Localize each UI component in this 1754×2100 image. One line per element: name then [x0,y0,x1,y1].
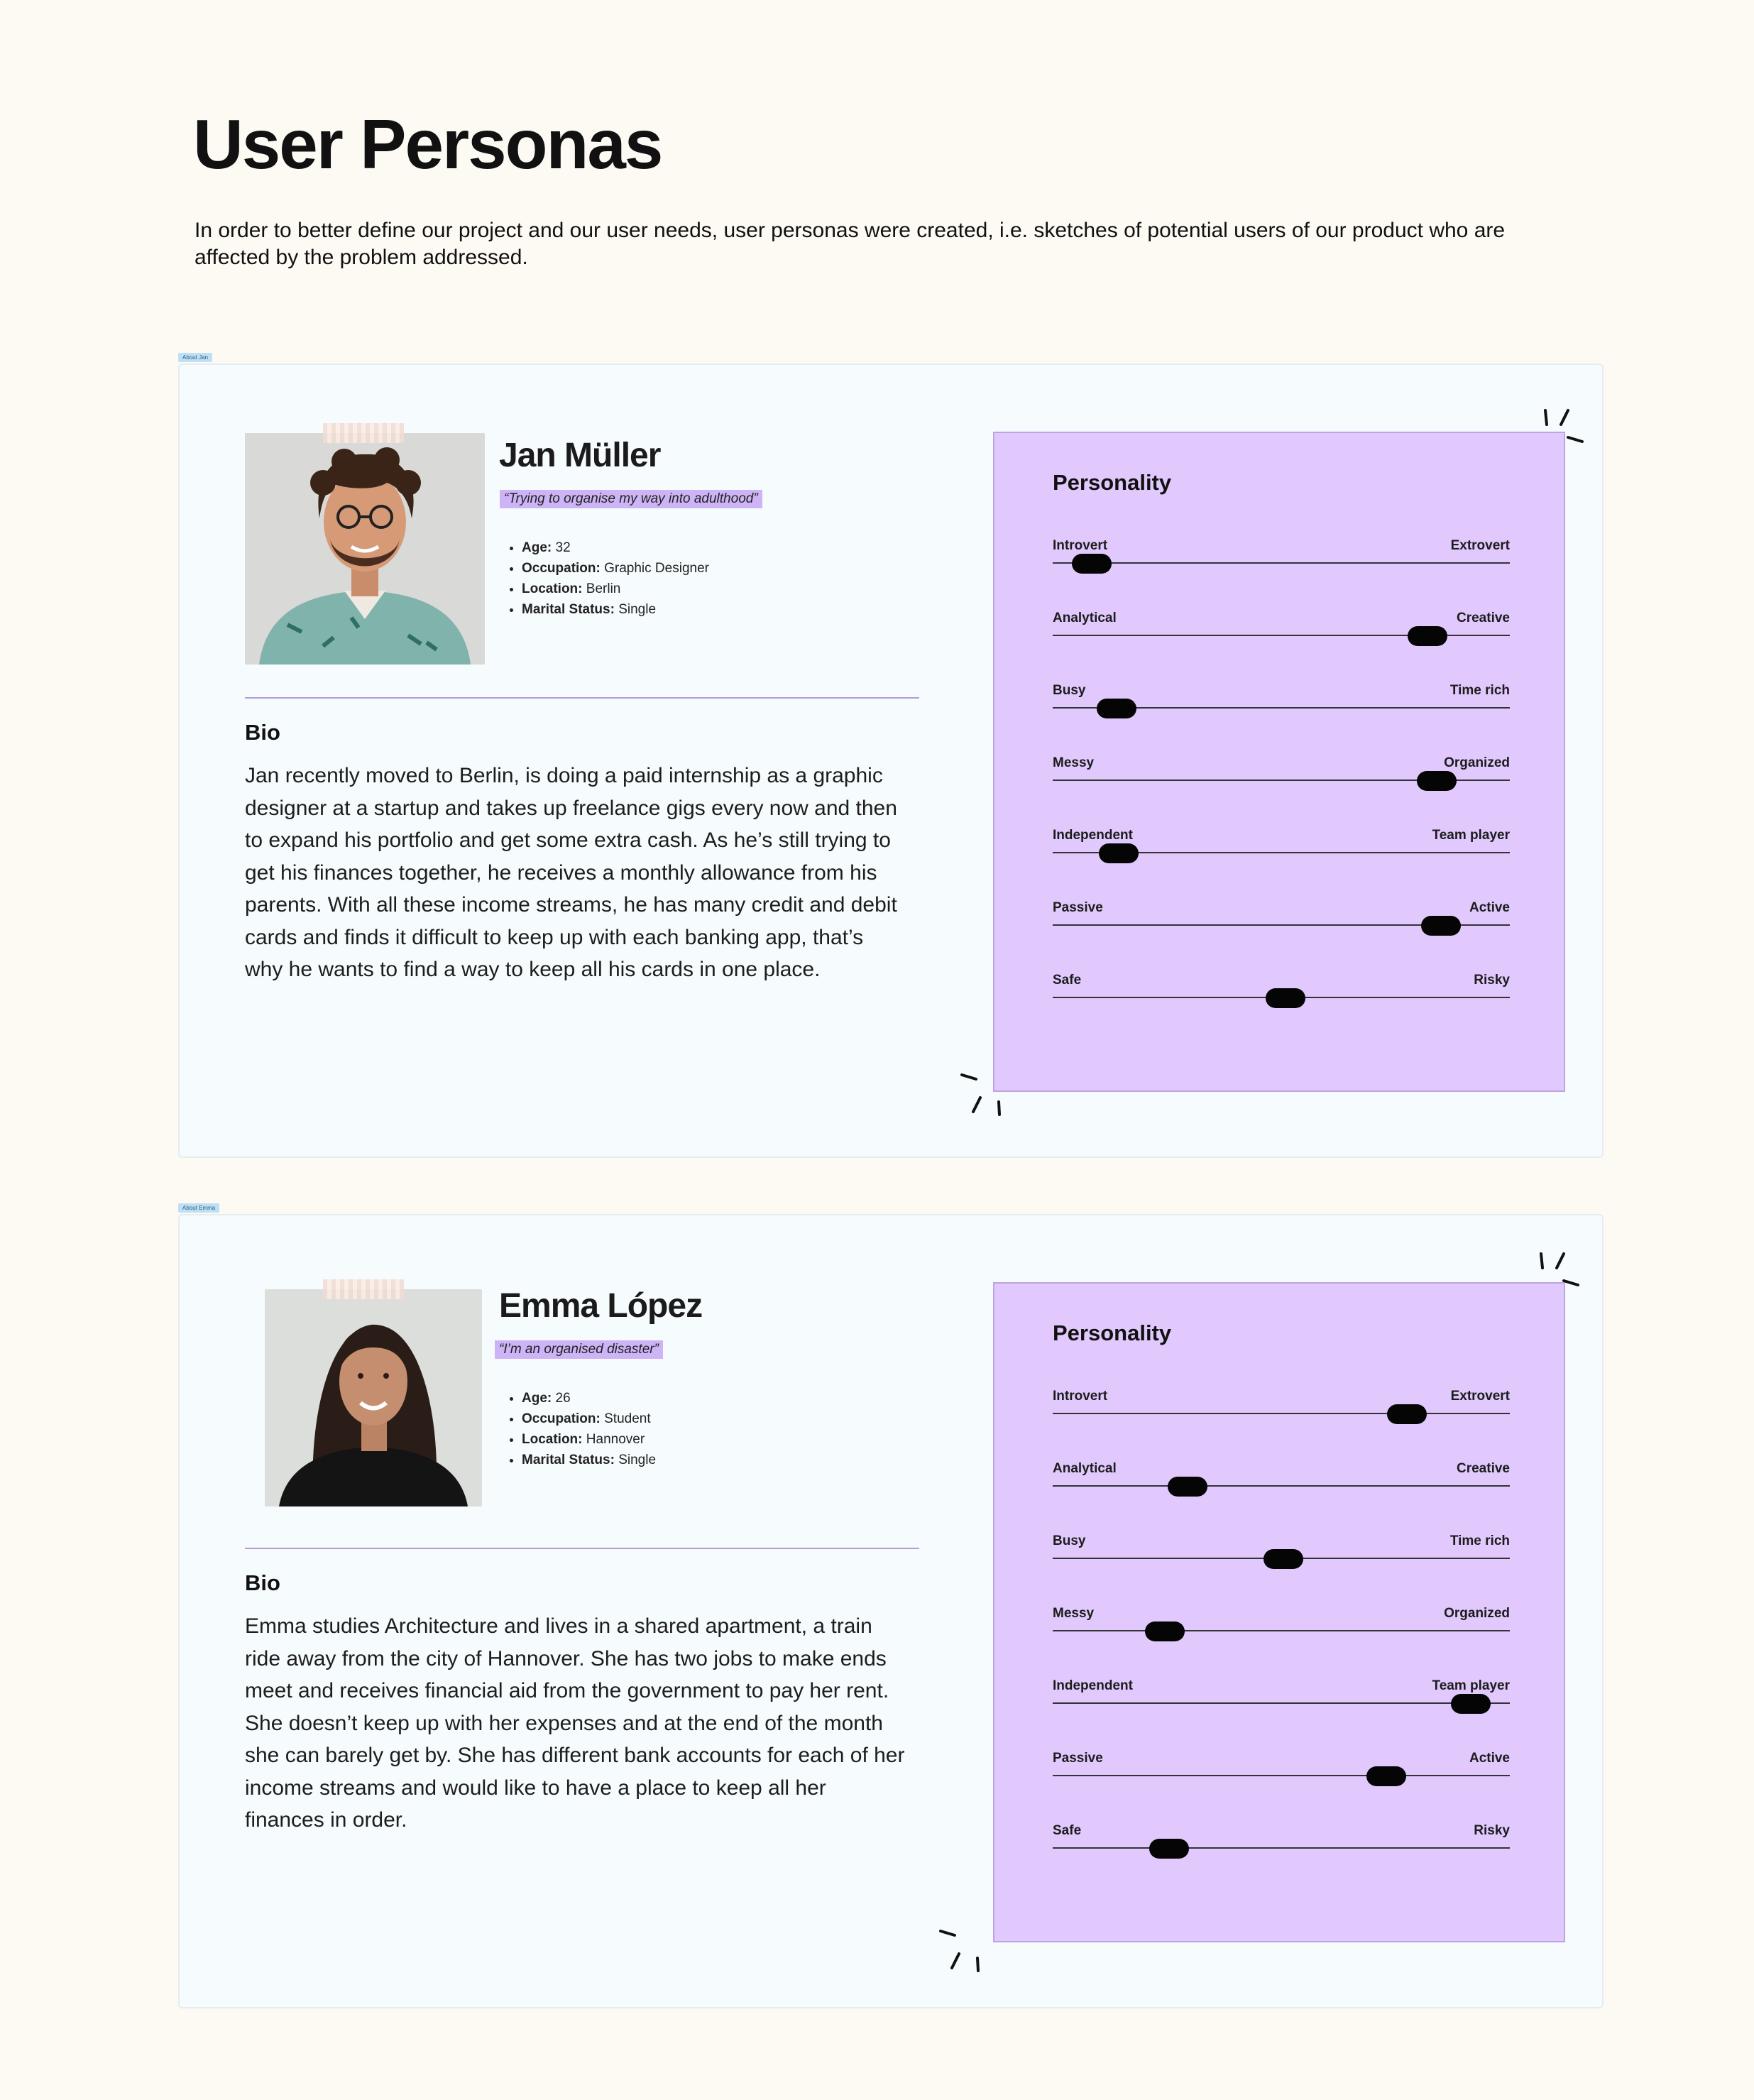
bio-heading: Bio [245,1570,280,1595]
sparkle-decoration-bottom [938,1928,987,1978]
trait-slider [1053,1461,1510,1511]
fact-marital-status: • Marital Status: Single [522,599,709,620]
bio-text: Jan recently moved to Berlin, is doing a paid internship as a graphic designer at a startup and takes up freelance gigs every now and then to expand his portfolio and get some extra cash. As he’s still trying to get his finances together, he receives a monthly allowance from his parents. With all these income streams, he has many credit and debit cards and finds it difficult to keep up with each banking app, that’s why he wants to find a way to keep all his cards in one place. [245,764,897,981]
trait-slider [1053,828,1510,877]
trait-slider [1053,611,1510,660]
sparkle-decoration-top [1542,408,1585,450]
trait-thumb[interactable] [1366,1766,1406,1786]
fact-location: • Location: Berlin [522,579,709,599]
tape-decoration [323,423,404,443]
trait-right-label: Extrovert [1450,538,1510,553]
trait-right-label: Creative [1457,611,1510,625]
trait-left-label: Messy [1053,755,1095,770]
trait-thumb[interactable] [1421,916,1461,936]
persona-facts [502,537,709,620]
persona-name: Jan Müller [499,437,661,474]
trait-slider [1053,900,1510,950]
trait-right-label: Active [1469,1751,1510,1766]
trait-left-label: Messy [1053,1606,1095,1621]
trait-track [1053,1630,1510,1631]
persona-quote: “I’m an organised disaster” [495,1340,663,1359]
persona-card-emma [178,1214,1604,2008]
trait-thumb[interactable] [1149,1839,1189,1859]
trait-slider [1053,1533,1510,1583]
trait-thumb[interactable] [1264,1549,1303,1569]
persona-facts [502,1388,656,1470]
trait-right-label: Organized [1444,755,1510,770]
trait-track [1053,1775,1510,1776]
trait-right-label: Time rich [1449,1533,1510,1548]
section-divider [245,697,919,699]
trait-track [1053,1485,1510,1487]
trait-right-label: Active [1469,900,1510,915]
fact-occupation: • Occupation: Student [522,1409,656,1429]
bio-heading: Bio [245,720,280,745]
persona-quote: “Trying to organise my way into adulthood” [500,490,762,508]
trait-left-label: Analytical [1053,611,1117,625]
persona-photo-jan [245,433,485,665]
trait-thumb[interactable] [1097,699,1136,718]
sparkle-decoration-bottom [959,1072,1009,1122]
personality-title: Personality [1053,470,1172,495]
personality-title: Personality [1053,1320,1172,1345]
trait-left-label: Busy [1053,683,1086,698]
frame-label-jan[interactable]: About Jan [178,353,212,362]
fact-location: • Location: Hannover [522,1429,656,1450]
trait-left-label: Independent [1053,1678,1133,1693]
trait-slider [1053,1678,1510,1728]
trait-thumb[interactable] [1408,626,1447,646]
trait-right-label: Organized [1444,1606,1510,1621]
sparkle-decoration-top [1538,1251,1581,1294]
persona-card-jan [178,363,1604,1158]
fact-occupation: • Occupation: Graphic Designer [522,558,709,579]
trait-left-label: Introvert [1053,1389,1108,1404]
trait-thumb[interactable] [1387,1404,1427,1424]
trait-left-label: Busy [1053,1533,1086,1548]
trait-right-label: Risky [1474,1823,1510,1838]
trait-slider [1053,1751,1510,1800]
trait-slider [1053,538,1510,588]
trait-thumb[interactable] [1145,1622,1185,1641]
fact-age: • Age: 26 [522,1388,656,1409]
trait-slider [1053,1823,1510,1873]
trait-right-label: Team player [1432,828,1510,843]
trait-right-label: Extrovert [1450,1389,1510,1404]
personality-panel [993,432,1565,1092]
trait-thumb[interactable] [1266,988,1305,1008]
trait-right-label: Creative [1457,1461,1510,1476]
trait-right-label: Risky [1474,973,1510,988]
trait-slider [1053,973,1510,1022]
fact-marital-status: • Marital Status: Single [522,1450,656,1470]
page-title: User Personas [193,105,662,183]
trait-left-label: Passive [1053,1751,1103,1766]
trait-slider [1053,755,1510,805]
trait-left-label: Independent [1053,828,1133,843]
trait-thumb[interactable] [1072,554,1112,574]
trait-left-label: Safe [1053,1823,1082,1838]
persona-photo-emma [265,1289,482,1506]
trait-track [1053,1702,1510,1704]
trait-thumb[interactable] [1417,771,1457,791]
trait-track [1053,1413,1510,1414]
trait-slider [1053,683,1510,733]
frame-label-emma[interactable]: About Emma [178,1203,219,1213]
section-divider [245,1548,919,1549]
trait-thumb[interactable] [1099,843,1139,863]
personality-panel [993,1282,1565,1942]
fact-age: • Age: 32 [522,537,709,558]
bio-text: Emma studies Architecture and lives in a shared apartment, a train ride away from the city of Hannover. She has two jobs to make ends meet and receives financial aid from the government to pay her rent. She doesn’t keep up with her expenses and at the end of the month she can barely get by. She has different bank accounts for each of her income streams and would like to have a place to keep all her finances in order. [245,1614,905,1832]
trait-left-label: Passive [1053,900,1103,915]
trait-slider [1053,1606,1510,1656]
intro-paragraph: In order to better define our project and our user needs, user personas were created, i.e. sketches of potential users of our product who are affected by the problem addressed. [194,219,1506,269]
trait-track [1053,1847,1510,1849]
trait-slider [1053,1389,1510,1438]
trait-right-label: Team player [1432,1678,1510,1693]
tape-decoration [323,1279,404,1299]
persona-name: Emma López [499,1287,703,1325]
trait-left-label: Analytical [1053,1461,1117,1476]
trait-left-label: Introvert [1053,538,1108,553]
trait-right-label: Time rich [1449,683,1510,698]
trait-left-label: Safe [1053,973,1082,988]
trait-track [1053,562,1510,564]
trait-thumb[interactable] [1451,1694,1491,1714]
trait-thumb[interactable] [1168,1477,1207,1497]
